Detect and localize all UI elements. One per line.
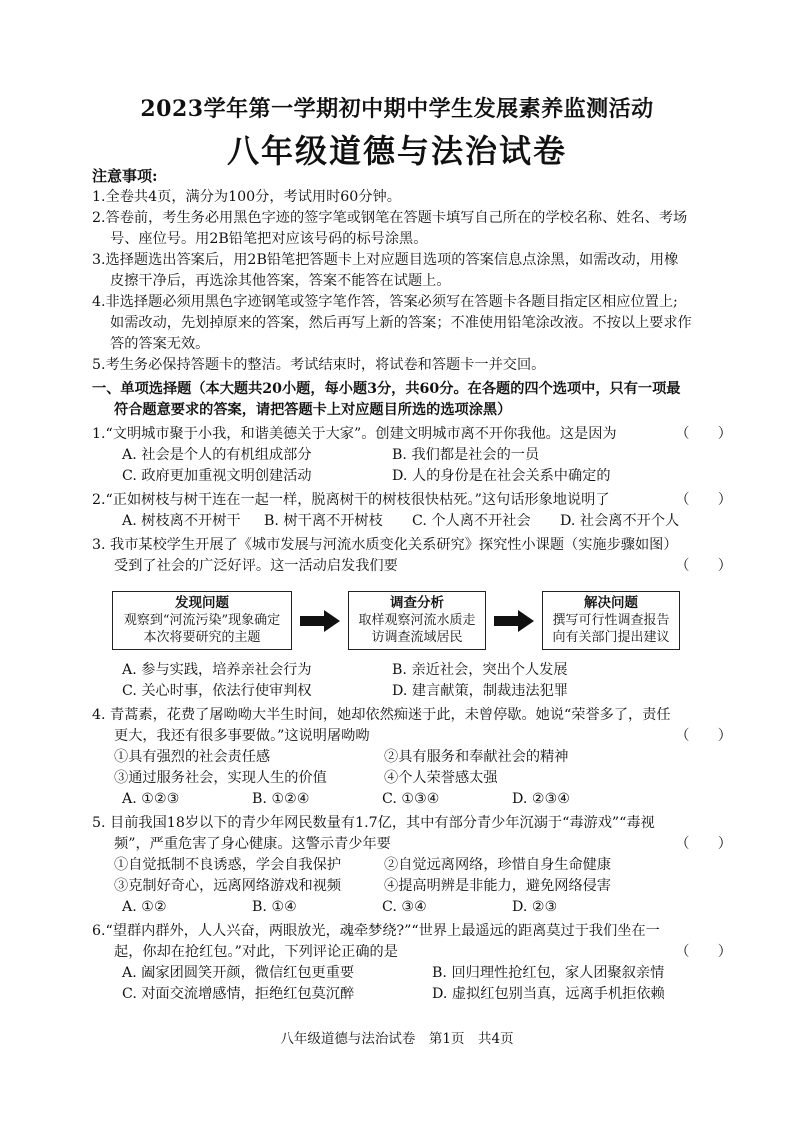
statement-2: ②自觉远离网络，珍惜自身生命健康 bbox=[384, 857, 612, 873]
option-a: A. 参与实践，培养亲社会行为 bbox=[122, 662, 312, 678]
question-stem: 6.“望群内群外，人人兴奋，两眼放光，魂牵梦绕?”“世界上最遥远的距离莫过于我们坐在一 bbox=[92, 923, 660, 939]
question-4 bbox=[92, 705, 732, 810]
step-title: 发现问题 bbox=[175, 595, 229, 611]
question-1 bbox=[92, 424, 732, 487]
question-stem: 3. 我市某校学生开展了《城市发展与河流水质变化关系研究》探究性小课题（实施步骤如图） bbox=[92, 537, 678, 553]
option-c: C. ③④ bbox=[382, 899, 427, 915]
step-text: 观察到“河流污染”现象确定 bbox=[123, 613, 281, 628]
question-stem: 4. 青蒿素，花费了屠呦呦大半生时间，她却依然痴迷于此，未曾停歇。她说“荣誉多了，责任 bbox=[92, 707, 671, 723]
notice-item: 如需改动，先划掉原来的答案，然后再写上新的答案；不准使用铅笔涂改液。不按以上要求作 bbox=[110, 315, 692, 331]
notice-item: 3.选择题选出答案后，用2B铅笔把答题卡上对应题目选项的答案信息点涂黑，如需改动，用橡 bbox=[92, 252, 679, 268]
notice-item: 5.考生务必保持答题卡的整洁。考试结束时，将试卷和答题卡一并交回。 bbox=[92, 357, 546, 373]
option-c: C. 对面交流增感情，拒绝红包莫沉醉 bbox=[122, 986, 355, 1002]
answer-paren: （ ） bbox=[675, 944, 732, 960]
statement-3: ③克制好奇心，远离网络游戏和视频 bbox=[114, 878, 342, 894]
option-d: D. 人的身份是在社会关系中确定的 bbox=[392, 468, 611, 484]
option-b: B. 树干离不开树枝 bbox=[264, 513, 383, 529]
question-stem: 5. 目前我国18岁以下的青少年网民数量有1.7亿，其中有部分青少年沉溺于“毒游戏”“毒视 bbox=[92, 815, 655, 831]
exam-paper-title: 八年级道德与法治试卷 bbox=[226, 132, 567, 170]
step-box-solve bbox=[542, 591, 680, 650]
option-d: D. 虚拟红包别当真，远离手机拒依赖 bbox=[432, 986, 665, 1002]
question-stem: 受到了社会的广泛好评。这一活动启发我们要 bbox=[114, 558, 398, 574]
question-stem: 更大，我还有很多事要做。”这说明屠呦呦 bbox=[114, 728, 370, 744]
statement-3: ③通过服务社会，实现人生的价值 bbox=[114, 770, 327, 786]
notice-item: 1.全卷共4页，满分为100分，考试用时60分钟。 bbox=[92, 189, 401, 205]
option-d: D. ②③④ bbox=[512, 791, 571, 807]
question-6 bbox=[92, 921, 732, 1005]
option-b: B. ①④ bbox=[252, 899, 297, 915]
answer-paren: （ ） bbox=[675, 728, 732, 744]
option-a: A. 树枝离不开树干 bbox=[122, 513, 241, 529]
option-d: D. 建言献策，制裁违法犯罪 bbox=[392, 683, 568, 699]
step-text: 撰写可行性调查报告 bbox=[552, 613, 670, 628]
question-2 bbox=[92, 490, 732, 532]
exam-event-title: 2023学年第一学期初中期中学生发展素养监测活动 bbox=[140, 96, 654, 122]
step-text: 访调查流域居民 bbox=[371, 630, 463, 645]
question-stem: 频”，严重危害了身心健康。这警示青少年要 bbox=[114, 836, 391, 852]
statement-1: ①自觉抵制不良诱惑，学会自我保护 bbox=[114, 857, 342, 873]
question-stem: 起，你却在抢红包。”对此，下列评论正确的是 bbox=[114, 944, 398, 960]
right-arrow-icon bbox=[300, 610, 340, 632]
step-box-discover bbox=[112, 591, 292, 650]
statement-4: ④提高明辨是非能力，避免网络侵害 bbox=[384, 878, 612, 894]
option-c: C. 个人离不开社会 bbox=[412, 513, 531, 529]
question-stem: 1.“文明城市聚于小我，和谐美德关于大家”。创建文明城市离不开你我他。这是因为 bbox=[92, 426, 617, 442]
option-c: C. ①③④ bbox=[382, 791, 440, 807]
right-arrow-icon bbox=[494, 610, 534, 632]
statement-2: ②具有服务和奉献社会的精神 bbox=[384, 749, 569, 765]
notice-item: 2.答卷前，考生务必用黑色字迹的签字笔或钢笔在答题卡填写自己所在的学校名称、姓名、考场 bbox=[92, 210, 688, 226]
option-b: B. 亲近社会，突出个人发展 bbox=[392, 662, 568, 678]
statement-4: ④个人荣誉感太强 bbox=[384, 770, 498, 786]
question-5 bbox=[92, 813, 732, 918]
option-c: C. 关心时事，依法行使审判权 bbox=[122, 683, 312, 699]
step-title: 调查分析 bbox=[390, 595, 444, 611]
notice-heading: 注意事项: bbox=[92, 167, 158, 185]
option-a: A. 阖家团圆笑开颜，微信红包更重要 bbox=[122, 965, 355, 981]
step-text: 取样观察河流水质走 bbox=[358, 613, 476, 628]
option-a: A. ①② bbox=[122, 899, 167, 915]
option-b: B. 回归理性抢红包，家人团聚叙亲情 bbox=[432, 965, 665, 981]
step-title: 解决问题 bbox=[584, 595, 638, 611]
statement-1: ①具有强烈的社会责任感 bbox=[114, 749, 271, 765]
step-text: 本次将要研究的主题 bbox=[143, 630, 261, 645]
option-d: D. ②③ bbox=[512, 899, 558, 915]
answer-paren: （ ） bbox=[675, 836, 732, 852]
exam-content bbox=[92, 166, 732, 1005]
question-3 bbox=[92, 535, 732, 702]
notice-item: 皮擦干净后，再选涂其他答案，答案不能答在试题上。 bbox=[110, 273, 451, 289]
question-stem: 2.“正如树枝与树干连在一起一样，脱离树干的树枝很快枯死。”这句话形象地说明了 bbox=[92, 492, 610, 508]
step-box-investigate bbox=[348, 591, 486, 650]
option-c: C. 政府更加重视文明创建活动 bbox=[122, 468, 312, 484]
option-a: A. 社会是个人的有机组成部分 bbox=[122, 447, 312, 463]
notice-item: 答的答案无效。 bbox=[110, 336, 210, 352]
notice-item: 4.非选择题必须用黑色字迹钢笔或签字笔作答，答案必须写在答题卡各题目指定区相应位置上; bbox=[92, 294, 678, 310]
answer-paren: （ ） bbox=[675, 426, 732, 442]
page-footer: 八年级道德与法治试卷 第1页 共4页 bbox=[280, 1031, 514, 1047]
answer-paren: （ ） bbox=[675, 558, 732, 574]
section-line: 一、单项选择题（本大题共20小题，每小题3分，共60分。在各题的四个选项中，只有一项最 bbox=[92, 381, 681, 397]
section-heading bbox=[92, 379, 732, 421]
option-a: A. ①②③ bbox=[122, 791, 180, 807]
section-line: 符合题意要求的答案，请把答题卡上对应题目所选的选项涂黑） bbox=[114, 402, 512, 418]
step-text: 向有关部门提出建议 bbox=[552, 630, 670, 645]
option-d: D. 社会离不开个人 bbox=[560, 513, 680, 529]
option-b: B. ①②④ bbox=[252, 791, 310, 807]
notice-item: 号、座位号。用2B铅笔把对应该号码的标号涂黑。 bbox=[110, 231, 428, 247]
answer-paren: （ ） bbox=[675, 492, 732, 508]
steps-flowchart bbox=[112, 591, 732, 650]
option-b: B. 我们都是社会的一员 bbox=[392, 447, 540, 463]
